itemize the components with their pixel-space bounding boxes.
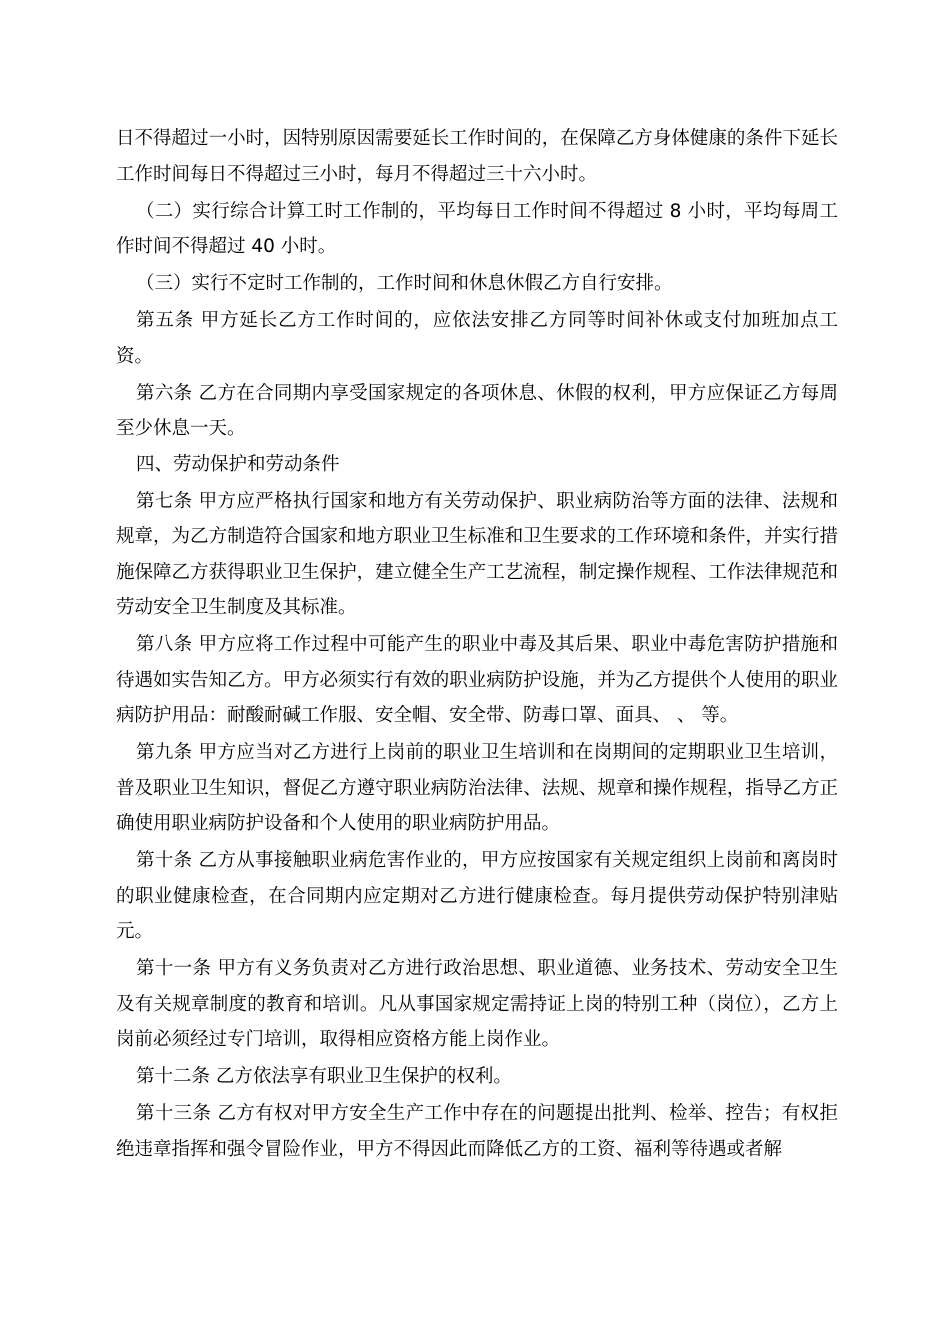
paragraph-comprehensive-hours: （二）实行综合计算工时工作制的，平均每日工作时间不得超过 8 小时，平均每周工作时间不得超过 40 小时。 [116, 200, 838, 257]
article-6: 第六条 乙方在合同期内享受国家规定的各项休息、休假的权利，甲方应保证乙方每周至少休息一天。 [116, 382, 838, 439]
article-9: 第九条 甲方应当对乙方进行上岗前的职业卫生培训和在岗期间的定期职业卫生培训，普及职业卫生知识，督促乙方遵守职业病防治法律、法规、规章和操作规程，指导乙方正确使用职业病防护设备和个人使用的职业病防护用品。 [116, 742, 838, 834]
article-7: 第七条 甲方应严格执行国家和地方有关劳动保护、职业病防治等方面的法律、法规和规章，为乙方制造符合国家和地方职业卫生标准和卫生要求的工作环境和条件，并实行措施保障乙方获得职业卫生保护，建立健全生产工艺流程，制定操作规程、工作法律规范和劳动安全卫生制度及其标准。 [116, 490, 838, 618]
article-10: 第十条 乙方从事接触职业病危害作业的，甲方应按国家有关规定组织上岗前和离岗时的职业健康检查，在合同期内应定期对乙方进行健康检查。每月提供劳动保护特别津贴 元。 [116, 850, 838, 942]
paragraph-flexible-hours: （三）实行不定时工作制的，工作时间和休息休假乙方自行安排。 [136, 273, 673, 294]
article-5: 第五条 甲方延长乙方工作时间的，应依法安排乙方同等时间补休或支付加班加点工资。 [116, 310, 838, 367]
document-page [116, 121, 838, 1167]
article-12: 第十二条 乙方依法享有职业卫生保护的权利。 [136, 1066, 512, 1087]
article-8: 第八条 甲方应将工作过程中可能产生的职业中毒及其后果、职业中毒危害防护措施和待遇如实告知乙方。甲方必须实行有效的职业病防护设施，并为乙方提供个人使用的职业病防护用品：耐酸耐碱工作服、安全帽、安全带、防毒口罩、面具、 、 等。 [116, 634, 838, 726]
paragraph-work-hours-continued: 日不得超过一小时，因特别原因需要延长工作时间的，在保障乙方身体健康的条件下延长工作时间每日不得超过三小时，每月不得超过三十六小时。 [116, 128, 838, 185]
article-11: 第十一条 甲方有义务负责对乙方进行政治思想、职业道德、业务技术、劳动安全卫生及有关规章制度的教育和培训。凡从事国家规定需持证上岗的特别工种（岗位），乙方上岗前必须经过专门培训，取得相应资格方能上岗作业。 [116, 958, 838, 1050]
article-13: 第十三条 乙方有权对甲方安全生产工作中存在的问题提出批判、检举、控告；有权拒绝违章指挥和强令冒险作业，甲方不得因此而降低乙方的工资、福利等待遇或者解 [116, 1103, 838, 1160]
section-heading-labor-protection: 四、劳动保护和劳动条件 [136, 453, 340, 475]
